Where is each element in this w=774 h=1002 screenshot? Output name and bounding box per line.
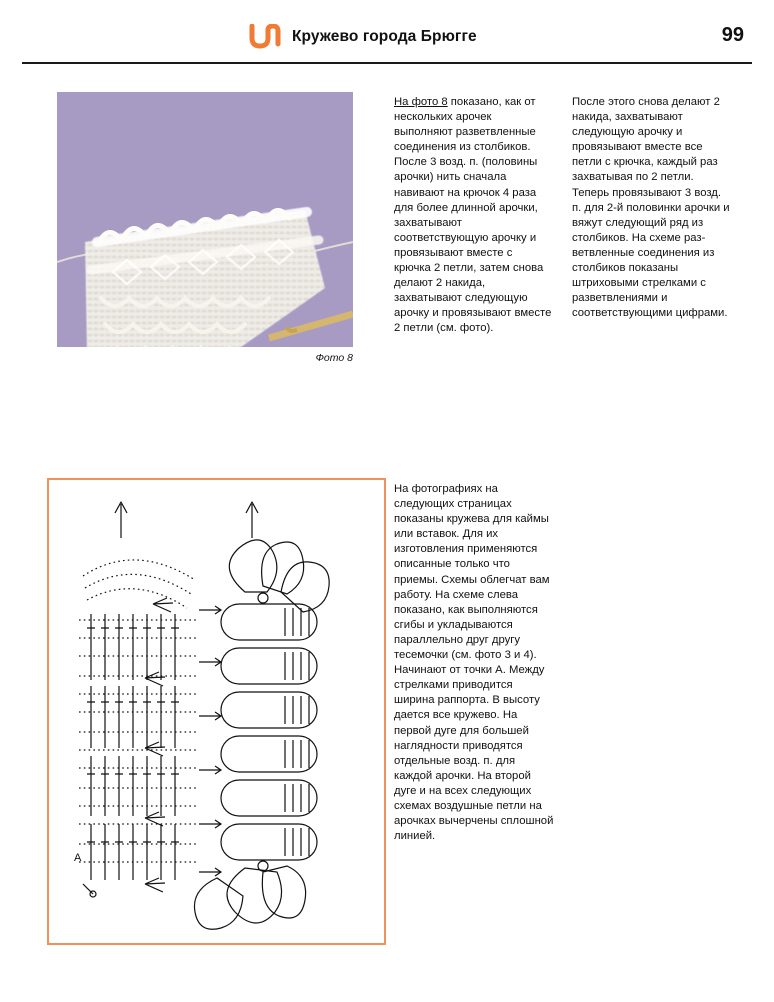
page-header <box>0 0 774 64</box>
body-column-diagram-side-text: На фотографиях на следующих страницах показаны кружева для каймы или вставок. Для их изготовления применяются описанные только что приемы. Схемы облегчат вам работу. На схеме слева показано, как выполняются сгибы и укладываются параллельно друг другу тесемочки (см. фото 3 и 4). Начинают от точки А. Между стрелками приводится ширина раппорта. В высоту дается все кружево. На первой дуге для большей наглядности приводятся отдельные возд. п. для каждой арочки. На второй дуге и на всех следующих схемах воздушные петли на арочках вычерчены сплошной линией. <box>394 483 554 843</box>
body-column-diagram-side <box>394 482 554 844</box>
arrow-up-icon <box>246 502 258 538</box>
body-column-left-text: показано, как от нескольких арочек выполняют разветвленные соединения из столбиков. После 3 возд. п. (половины арочки) нить сначала навивают на крючок 4 раза для более длинной арочки, захватывают соответствующую арочку и провязывают вместе с крючка 2 петли, затем снова делают 2 накида, захватывают следующую арочку и провязывают вместе 2 петли (см. фото). <box>394 96 552 335</box>
header-divider <box>22 62 752 64</box>
photo-caption: Фото 8 <box>315 352 353 364</box>
photo-lace-illustration <box>57 92 353 347</box>
page-number: 99 <box>721 24 744 46</box>
chart-start-point-label: А <box>74 852 82 864</box>
lace-loop-logo-icon <box>248 24 282 50</box>
arrow-up-icon <box>115 502 127 538</box>
crochet-pattern-chart <box>47 478 386 945</box>
body-column-left <box>394 95 552 337</box>
pattern-chart-drawing <box>49 480 384 943</box>
photo-reference-link: На фото 8 <box>394 96 448 108</box>
crochet-lace-sample-photo <box>57 92 353 347</box>
body-column-middle <box>572 95 732 321</box>
body-column-middle-text: После этого снова делают 2 накида, захватывают следующую арочку и провязывают вместе все петли с крючка, каждый раз захватывая по 2 петли. Теперь провязывают 3 возд. п. для 2-й половинки арочки и вяжут следующий ряд из столбиков. На схеме разветвленные соединения из столбиков показаны штриховыми стрелками с разветвлениями и соответствующими цифрами. <box>572 96 730 320</box>
page-title: Кружево города Брюгге <box>292 28 477 45</box>
